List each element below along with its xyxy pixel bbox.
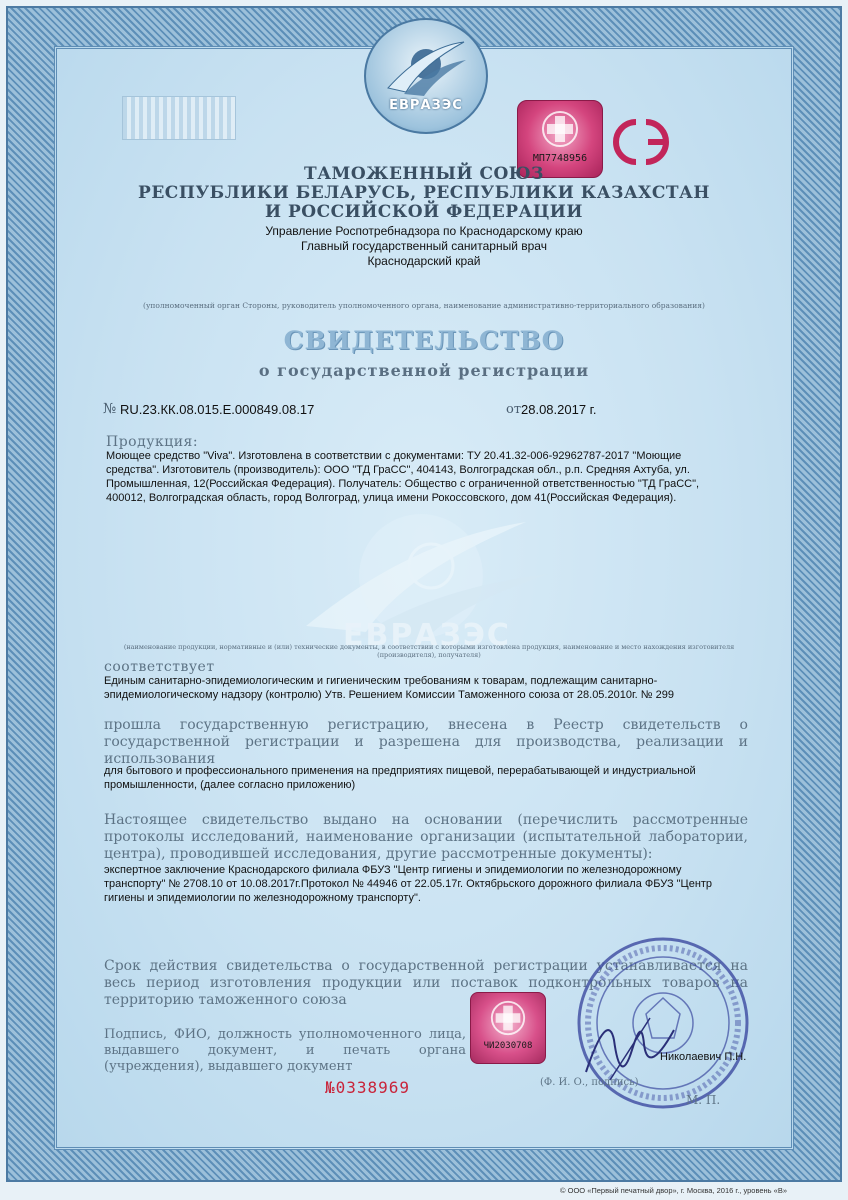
- number-sign: №: [103, 401, 117, 417]
- header-line-3: И РОССИЙСКОЙ ФЕДЕРАЦИИ: [265, 202, 583, 222]
- registration-text: прошла государственную регистрацию, внесена в Реестр свидетельств о государственной регистрации и разрешена для производства, реализации и использования: [104, 717, 748, 767]
- date-prefix: от: [506, 402, 522, 417]
- certificate-subtitle: о государственной регистрации: [258, 361, 590, 380]
- certificate-date: 28.08.2017 г.: [521, 402, 597, 417]
- cross-icon: [540, 109, 580, 149]
- hologram-seal-bottom: [470, 992, 546, 1064]
- emblem-label: ЕВРАЗЭС: [389, 98, 463, 113]
- watermark-label: ЕВРАЗЭС: [343, 618, 511, 653]
- se-mark-icon: [606, 114, 682, 170]
- signer-name: Николаевич П.Н.: [660, 1051, 747, 1063]
- name-caption: (Ф. И. О., подпись): [540, 1077, 639, 1088]
- conformity-label: соответствует: [104, 659, 215, 675]
- certificate-title: СВИДЕТЕЛЬСТВО: [283, 326, 565, 355]
- products-text: Моющее средство "Viva". Изготовлена в соответствии с документами: ТУ 20.41.32-006-92962787-2017 "Моющие средства". Изготовитель (производитель): ООО "ТД ГраСС", 404143, Волгоградская обл., р.п. Средняя Ахтуба, ул. Промышленная, 12(Российская Федерация). Получатель: Общество с ограниченной ответственностью "ТД ГраСС", 400012, Волгоградская область, город Волгоград, улица имени Рокоссовского, дом 41(Российская Федерация).: [106, 450, 700, 504]
- conformity-text: Единым санитарно-эпидемиологическим и гигиеническим требованиям к товарам, подлежащим санитарно-эпидемиологическому надзору (контролю) Утв. Решением Комиссии Таможенного союза от 28.05.2010г. № 299: [104, 675, 674, 701]
- reports-text: экспертное заключение Краснодарского филиала ФБУЗ "Центр гигиены и эпидемиологии по железнодорожному транспорту" № 2708.10 от 10.08.2017г.Протокол № 44946 от 22.05.17г. Октябрьского дорожного филиала ФБУЗ "Центр гигиены и эпидемиологии по железнодорожному транспорту".: [104, 864, 713, 904]
- evrazes-emblem: [364, 18, 488, 134]
- swoosh-icon: [384, 38, 468, 96]
- certificate-number: RU.23.КК.08.015.Е.000849.08.17: [120, 402, 315, 417]
- basis-text: Настоящее свидетельство выдано на основании (перечислить рассмотренные протоколы исследований, наименование организации (испытательной лаборатории, центра), проводившей исследования, другие рассмотренные документы):: [104, 812, 748, 862]
- header-line-2: РЕСПУБЛИКИ БЕЛАРУСЬ, РЕСПУБЛИКИ КАЗАХСТАН: [138, 183, 710, 203]
- cross-icon: [489, 999, 527, 1037]
- signature-instruction: Подпись, ФИО, должность уполномоченного лица, выдавшего документ, и печать органа (учреждения), выдавшего документ: [104, 1027, 466, 1074]
- hologram-code-bottom: ЧИ2030708: [483, 1041, 533, 1051]
- usage-text: для бытового и профессионального применения на предприятиях пищевой, перерабатывающей и индустриальной промышленности, (далее согласно приложению): [104, 765, 696, 791]
- printer-footer: © ООО «Первый печатный двор», г. Москва, 2016 г., уровень «В»: [560, 1186, 787, 1195]
- authority-line-2: Главный государственный санитарный врач: [301, 239, 547, 253]
- authority-caption: (уполномоченный орган Стороны, руководитель уполномоченного органа, наименование административно-территориального образования): [143, 301, 705, 310]
- header-line-1: ТАМОЖЕННЫЙ СОЮЗ: [304, 164, 544, 184]
- authority-line-3: Краснодарский край: [367, 254, 481, 268]
- serial-number: №0338969: [325, 1078, 411, 1097]
- products-label: Продукция:: [106, 434, 199, 450]
- products-caption: (наименование продукции, нормативные и (или) технические документы, в соответствии с которыми изготовлена продукция, наименование и место нахождения изготовителя (производителя), получателя): [123, 643, 735, 659]
- hologram-strip: [122, 96, 236, 140]
- hologram-code: МП7748956: [532, 153, 588, 164]
- authority-line-1: Управление Роспотребнадзора по Краснодарскому краю: [265, 224, 583, 238]
- validity-text: Срок действия свидетельства о государственной регистрации устанавливается на весь период изготовления продукции или поставок подконтрольных товаров на территорию таможенного союза: [104, 958, 748, 1008]
- seal-mark: М. П.: [686, 1093, 721, 1107]
